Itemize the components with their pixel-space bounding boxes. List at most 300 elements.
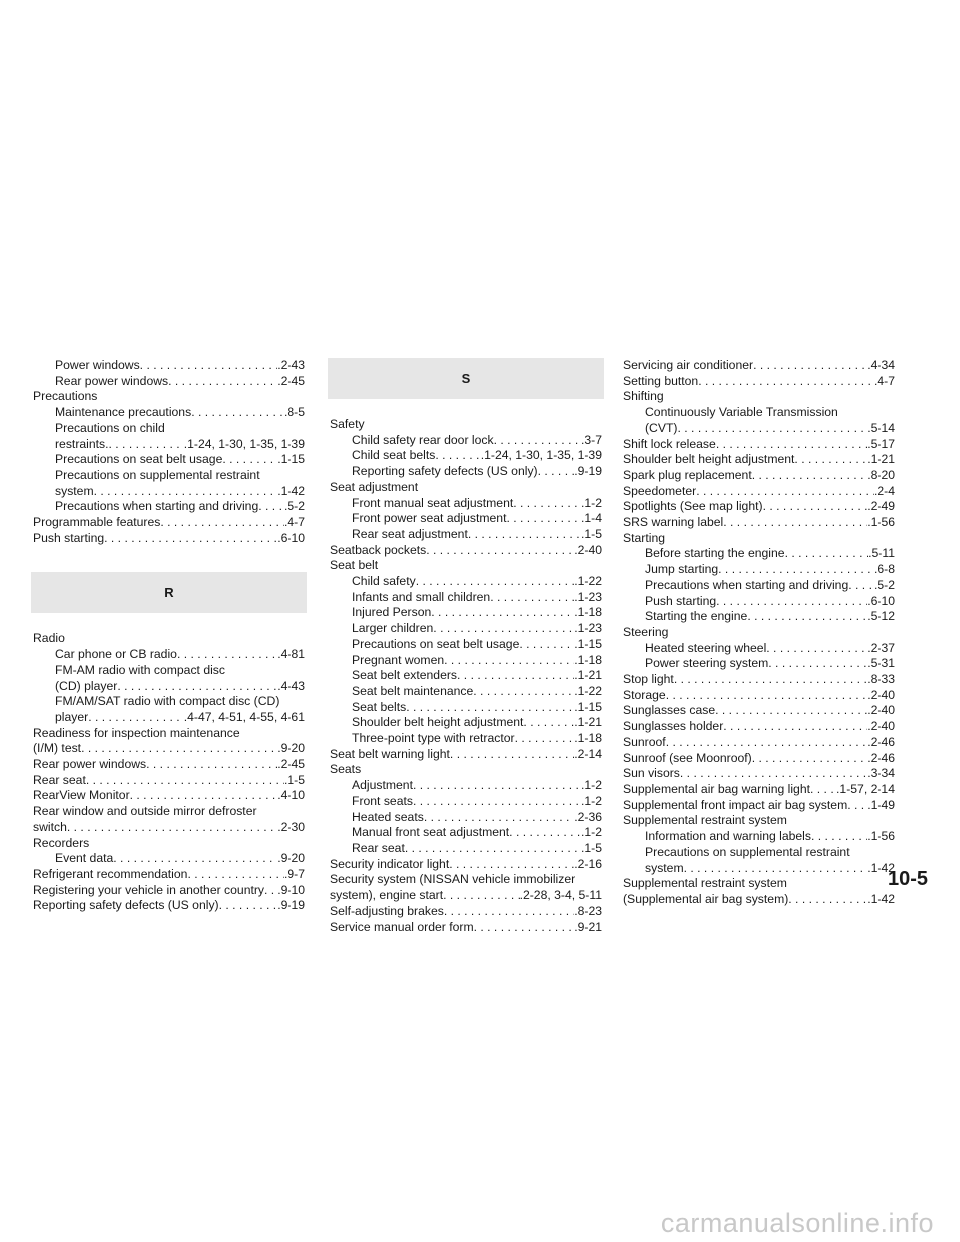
index-entry	[623, 578, 895, 594]
index-entry-pages: .1-5	[283, 772, 305, 787]
index-entry-term: (CVT)	[645, 420, 678, 435]
index-entry-pages: .9-19	[277, 898, 305, 913]
dot-leader	[468, 527, 581, 543]
index-entry-pages: .1-2	[580, 495, 602, 510]
dot-leader	[678, 421, 868, 437]
section-header-r	[31, 572, 307, 613]
dot-leader	[444, 904, 574, 920]
index-entry-term: Recorders	[33, 835, 90, 850]
index-entry-term: Power steering system	[645, 656, 769, 671]
index-entry-pages: .2-40	[574, 542, 602, 557]
index-entry-term: Manual front seat adjustment	[352, 825, 510, 840]
index-entry	[623, 546, 895, 562]
index-entry	[623, 829, 895, 845]
index-entry	[623, 892, 895, 908]
index-entry-pages: .2-16	[574, 856, 602, 871]
index-entry-term: Precautions when starting and driving	[645, 577, 849, 592]
index-entry	[623, 499, 895, 515]
index-entry	[623, 641, 895, 657]
index-entry-term: Three-point type with retractor	[352, 731, 515, 746]
index-entry-pages: .8-20	[867, 467, 895, 482]
index-entry-pages: .1-49	[867, 797, 895, 812]
index-entry-term: Servicing air conditioner	[623, 358, 754, 372]
index-entry-pages: .5-14	[867, 420, 895, 435]
dot-leader	[473, 684, 574, 700]
dot-leader	[222, 452, 277, 468]
index-entry	[330, 558, 602, 574]
index-entry-term: Seat belt warning light	[330, 746, 450, 761]
index-entry	[33, 820, 305, 836]
dot-leader	[405, 841, 581, 857]
index-entry	[33, 421, 305, 437]
index-entry	[330, 731, 602, 747]
dot-leader	[747, 609, 867, 625]
index-entry	[623, 813, 895, 829]
dot-leader	[785, 546, 869, 562]
index-entry	[33, 452, 305, 468]
index-entry-term: Push starting	[645, 593, 717, 608]
watermark: carmanualsonline.info	[660, 1208, 934, 1238]
dot-leader	[264, 883, 277, 899]
index-entry-term: restraints.	[55, 436, 109, 451]
index-entry-term: Continuously Variable Transmission	[645, 405, 838, 420]
dot-leader	[763, 499, 868, 515]
page-number: 10-5	[887, 868, 928, 890]
index-entry-term: system	[55, 483, 94, 498]
index-entry	[623, 798, 895, 814]
index-entry	[330, 433, 602, 449]
dot-leader	[450, 747, 574, 763]
index-entry	[330, 480, 602, 496]
index-entry	[330, 888, 602, 904]
dot-leader	[449, 857, 574, 873]
index-entry-pages: .1-5	[580, 840, 602, 855]
index-entry-pages: .1-15	[574, 699, 602, 714]
index-entry-pages: .6-10	[277, 530, 305, 545]
index-entry	[330, 511, 602, 527]
dot-leader	[433, 621, 574, 637]
index-entry-pages: .1-42	[867, 891, 895, 906]
dot-leader	[698, 374, 874, 390]
index-entry-term: Spark plug replacement	[623, 467, 752, 482]
index-entry	[330, 543, 602, 559]
dot-leader	[413, 794, 581, 810]
index-entry-term: Supplemental air bag warning light	[623, 781, 810, 796]
index-entry	[33, 836, 305, 852]
index-entry-term: Shift lock release	[623, 436, 716, 451]
index-entry-pages: .1-2	[580, 825, 602, 840]
index-entry-pages: .1-22	[574, 574, 602, 589]
index-column-3	[623, 358, 895, 908]
dot-leader	[109, 437, 184, 453]
index-entry-pages: .2-46	[867, 750, 895, 765]
dot-leader	[426, 543, 574, 559]
dot-leader	[474, 920, 575, 936]
index-entry-term: Seat belt maintenance	[352, 683, 474, 698]
index-entry-pages: .2-45	[277, 373, 305, 388]
index-entry	[330, 417, 602, 433]
index-entry-term: Child safety rear door lock	[352, 432, 494, 447]
index-entry	[623, 468, 895, 484]
index-entry-term: Self-adjusting brakes	[330, 903, 444, 918]
index-entry-term: switch	[33, 819, 67, 834]
index-entry-term: Pregnant women	[352, 652, 445, 667]
dot-leader	[191, 405, 284, 421]
index-entry	[33, 631, 305, 647]
index-list-p	[33, 358, 305, 546]
index-column-2	[330, 358, 602, 935]
dot-leader	[94, 484, 278, 500]
index-entry	[33, 679, 305, 695]
index-entry-pages: .2-30	[277, 819, 305, 834]
index-entry-pages: .9-20	[277, 741, 305, 756]
index-list-r	[33, 631, 305, 914]
index-entry-term: Refrigerant recommendation	[33, 866, 188, 881]
index-entry-term: Rear window and outside mirror defroster	[33, 804, 257, 819]
index-entry-term: Precautions on seat belt usage	[352, 636, 520, 651]
dot-leader	[515, 731, 575, 747]
index-entry	[623, 562, 895, 578]
index-entry-term: Shifting	[623, 389, 664, 404]
index-entry	[623, 421, 895, 437]
index-entry	[623, 515, 895, 531]
dot-leader	[848, 578, 874, 594]
dot-leader	[187, 867, 284, 883]
index-entry-term: Sunglasses case	[623, 703, 716, 718]
index-entry	[33, 710, 305, 726]
index-entry-pages: .9-19	[574, 464, 602, 479]
dot-leader	[811, 829, 867, 845]
index-entry	[33, 389, 305, 405]
index-entry-pages: .6-10	[867, 593, 895, 608]
index-entry-term: Child safety	[352, 574, 416, 589]
index-entry	[623, 688, 895, 704]
dot-leader	[81, 741, 277, 757]
dot-leader	[431, 605, 574, 621]
index-entry	[330, 621, 602, 637]
index-entry-pages: .1-21	[574, 715, 602, 730]
index-entry	[330, 762, 602, 778]
index-entry	[623, 876, 895, 892]
index-entry-term: FM/AM/SAT radio with compact disc (CD)	[55, 694, 280, 709]
index-entry-term: Sunroof	[623, 734, 666, 749]
index-entry	[623, 766, 895, 782]
index-entry	[33, 499, 305, 515]
index-entry-term: Speedometer	[623, 483, 697, 498]
index-entry-pages: .1-57, 2-14	[836, 781, 895, 796]
index-entry-pages: .2-40	[867, 703, 895, 718]
section-letter-r: R	[164, 585, 174, 601]
index-entry	[623, 782, 895, 798]
dot-leader	[666, 688, 868, 704]
index-entry-term: Seat belt extenders	[352, 668, 458, 683]
index-entry	[623, 735, 895, 751]
dot-leader	[140, 358, 278, 374]
index-entry	[330, 448, 602, 464]
index-entry	[623, 719, 895, 735]
dot-leader	[168, 374, 277, 390]
index-entry-term: Starting the engine	[645, 609, 748, 624]
index-entry-term: Seat adjustment	[330, 479, 419, 494]
index-entry-term: Heated steering wheel	[645, 640, 767, 655]
index-entry-term: Precautions on supplemental restraint	[55, 467, 260, 482]
dot-leader	[666, 735, 868, 751]
index-entry-pages: .1-18	[574, 605, 602, 620]
index-entry-term: Heated seats	[352, 809, 424, 824]
index-entry-pages: .5-31	[867, 656, 895, 671]
dot-leader	[117, 679, 277, 695]
dot-leader	[523, 715, 574, 731]
index-entry-pages: .3-34	[867, 766, 895, 781]
dot-leader	[674, 672, 867, 688]
index-entry	[330, 715, 602, 731]
dot-leader	[413, 778, 581, 794]
index-entry-term: Supplemental restraint system	[623, 876, 787, 891]
index-entry-term: Safety	[330, 417, 365, 431]
section-header-s	[328, 358, 604, 399]
index-entry-pages: .4-43	[277, 678, 305, 693]
dot-leader	[494, 433, 581, 449]
index-entry	[33, 515, 305, 531]
index-entry-term: Front seats	[352, 793, 413, 808]
index-entry-term: Setting button	[623, 373, 699, 388]
index-entry-term: Security indicator light	[330, 856, 450, 871]
index-entry	[33, 694, 305, 710]
index-entry-pages: .1-21	[867, 452, 895, 467]
dot-leader	[146, 757, 277, 773]
index-entry-term: RearView Monitor	[33, 788, 130, 803]
dot-leader	[752, 468, 868, 484]
index-entry-term: Larger children	[352, 621, 434, 636]
index-entry-term: Sun visors	[623, 766, 680, 781]
index-entry	[623, 452, 895, 468]
index-entry-term: Infants and small children	[352, 589, 491, 604]
dot-leader	[416, 574, 575, 590]
index-entry	[33, 898, 305, 914]
index-entry	[623, 751, 895, 767]
index-entry-pages: .4-7	[873, 373, 895, 388]
index-entry-pages: .2-45	[277, 757, 305, 772]
dot-leader	[67, 820, 277, 836]
index-entry	[33, 726, 305, 742]
index-entry	[330, 872, 602, 888]
index-entry-term: system	[645, 860, 684, 875]
index-entry-term: Reporting safety defects (US only)	[352, 464, 538, 479]
index-entry-term: Front power seat adjustment	[352, 511, 507, 526]
dot-leader	[258, 499, 284, 515]
index-entry-term: Sunroof (see Moonroof)	[623, 750, 752, 765]
index-entry	[330, 605, 602, 621]
dot-leader	[177, 647, 277, 663]
index-entry-pages: .4-81	[277, 647, 305, 662]
index-entry-pages: .2-40	[867, 687, 895, 702]
index-entry-term: Sunglasses holder	[623, 719, 724, 734]
index-entry-pages: .2-46	[867, 734, 895, 749]
index-entry-pages: .1-42	[277, 483, 305, 498]
index-entry-pages: .1-18	[574, 731, 602, 746]
dot-leader	[113, 851, 277, 867]
index-entry	[33, 663, 305, 679]
index-entry	[623, 405, 895, 421]
index-entry-pages: .2-49	[867, 499, 895, 514]
index-entry-term: Programmable features	[33, 515, 161, 530]
index-entry-pages: .1-24, 1-30, 1-35, 1-39	[480, 448, 602, 463]
dot-leader	[684, 861, 868, 877]
index-entry-pages: .1-56	[867, 829, 895, 844]
dot-leader	[509, 825, 581, 841]
index-entry	[33, 773, 305, 789]
index-entry	[330, 684, 602, 700]
index-entry-term: player	[55, 709, 89, 724]
dot-leader	[130, 788, 278, 804]
index-entry-term: Precautions when starting and driving	[55, 499, 259, 514]
index-entry	[33, 647, 305, 663]
index-entry-term: Precautions on seat belt usage	[55, 452, 223, 467]
index-entry-term: Power windows	[55, 358, 140, 372]
dot-leader	[788, 892, 867, 908]
index-entry-pages: .5-2	[283, 499, 305, 514]
index-entry-pages: .8-33	[867, 672, 895, 687]
dot-leader	[716, 594, 867, 610]
dot-leader	[160, 515, 284, 531]
index-entry-term: Spotlights (See map light)	[623, 499, 763, 514]
index-entry-pages: .9-10	[277, 882, 305, 897]
dot-leader	[443, 888, 519, 904]
index-entry	[330, 700, 602, 716]
index-entry-pages: .5-12	[867, 609, 895, 624]
index-entry-term: Reporting safety defects (US only)	[33, 898, 219, 913]
index-entry-pages: .5-2	[873, 577, 895, 592]
dot-leader	[88, 710, 184, 726]
index-entry-pages: .1-18	[574, 652, 602, 667]
index-entry	[623, 437, 895, 453]
dot-leader	[435, 448, 480, 464]
index-entry-pages: .1-2	[580, 778, 602, 793]
dot-leader	[810, 782, 836, 798]
index-entry	[330, 527, 602, 543]
index-entry-pages: .8-5	[283, 405, 305, 420]
index-entry	[33, 851, 305, 867]
index-entry	[330, 590, 602, 606]
index-entry	[623, 358, 895, 374]
index-entry	[623, 374, 895, 390]
index-entry	[330, 637, 602, 653]
index-entry	[623, 845, 895, 861]
index-entry-pages: .2-43	[277, 358, 305, 372]
index-entry-term: Event data	[55, 851, 114, 866]
index-entry-pages: .1-2	[580, 793, 602, 808]
index-entry-term: Radio	[33, 631, 65, 646]
index-entry-pages: .1-42	[867, 860, 895, 875]
dot-leader	[219, 898, 278, 914]
index-entry-pages: .4-7	[283, 515, 305, 530]
index-entry-term: Push starting	[33, 530, 105, 545]
dot-leader	[424, 810, 574, 826]
index-entry-term: Service manual order form	[330, 919, 474, 934]
section-letter-s: S	[461, 370, 471, 386]
index-entry	[33, 405, 305, 421]
index-entry-pages: .8-23	[574, 903, 602, 918]
index-entry-pages: .1-22	[574, 683, 602, 698]
index-entry	[33, 437, 305, 453]
index-entry	[330, 904, 602, 920]
index-entry	[330, 778, 602, 794]
index-entry-pages: .5-17	[867, 436, 895, 451]
index-entry	[623, 656, 895, 672]
index-entry	[330, 747, 602, 763]
dot-leader	[794, 452, 867, 468]
dot-leader	[490, 590, 574, 606]
index-entry-pages: .1-24, 1-30, 1-35, 1-39	[183, 436, 305, 451]
index-entry	[33, 358, 305, 374]
index-entry-term: Shoulder belt height adjustment	[352, 715, 524, 730]
dot-leader	[847, 798, 867, 814]
index-entry-pages: .6-8	[873, 562, 895, 577]
index-entry-term: Before starting the engine	[645, 546, 785, 561]
index-entry-pages: .4-10	[277, 788, 305, 803]
index-entry-pages: .1-15	[277, 452, 305, 467]
index-column-1	[33, 358, 305, 914]
index-list-s-continued	[623, 358, 895, 908]
dot-leader	[723, 515, 867, 531]
index-entry	[330, 920, 602, 936]
dot-leader	[752, 751, 868, 767]
index-entry-term: Rear seat	[352, 840, 405, 855]
index-entry-term: Jump starting	[645, 562, 719, 577]
index-entry-term: Rear seat adjustment	[352, 526, 468, 541]
index-entry-pages: .3-7	[580, 432, 602, 447]
index-entry-pages: .4-47, 4-51, 4-55, 4-61	[183, 709, 305, 724]
index-entry-pages: .1-23	[574, 621, 602, 636]
dot-leader	[680, 766, 867, 782]
dot-leader	[723, 719, 867, 735]
index-entry-term: Information and warning labels	[645, 829, 811, 844]
index-entry-term: Rear power windows	[33, 757, 147, 772]
index-entry	[330, 794, 602, 810]
index-entry	[330, 653, 602, 669]
dot-leader	[766, 641, 867, 657]
index-entry-term: Rear power windows	[55, 373, 169, 388]
index-entry	[623, 861, 895, 877]
index-entry-term: Child seat belts	[352, 448, 436, 463]
index-entry	[33, 484, 305, 500]
index-entry-pages: .2-4	[873, 483, 895, 498]
index-entry	[33, 741, 305, 757]
index-entry-pages: .1-4	[580, 511, 602, 526]
dot-leader	[406, 700, 574, 716]
index-entry	[33, 883, 305, 899]
index-entry-pages: .4-34	[867, 358, 895, 372]
index-entry-term: Stop light	[623, 672, 674, 687]
index-entry-term: FM-AM radio with compact disc	[55, 662, 225, 677]
index-entry-term: Adjustment	[352, 778, 413, 793]
index-entry-term: (CD) player	[55, 678, 118, 693]
index-entry-term: Precautions on supplemental restraint	[645, 844, 850, 859]
index-entry	[33, 804, 305, 820]
index-entry	[33, 374, 305, 390]
dot-leader	[768, 656, 867, 672]
index-entry	[330, 668, 602, 684]
index-entry	[33, 757, 305, 773]
index-entry	[330, 810, 602, 826]
index-entry-pages: .9-21	[574, 919, 602, 934]
index-entry-term: Shoulder belt height adjustment	[623, 452, 795, 467]
dot-leader	[696, 484, 874, 500]
dot-leader	[538, 464, 575, 480]
index-entry-term: SRS warning label	[623, 515, 724, 530]
index-entry	[330, 574, 602, 590]
index-entry-pages: .2-28, 3-4, 5-11	[519, 888, 602, 903]
